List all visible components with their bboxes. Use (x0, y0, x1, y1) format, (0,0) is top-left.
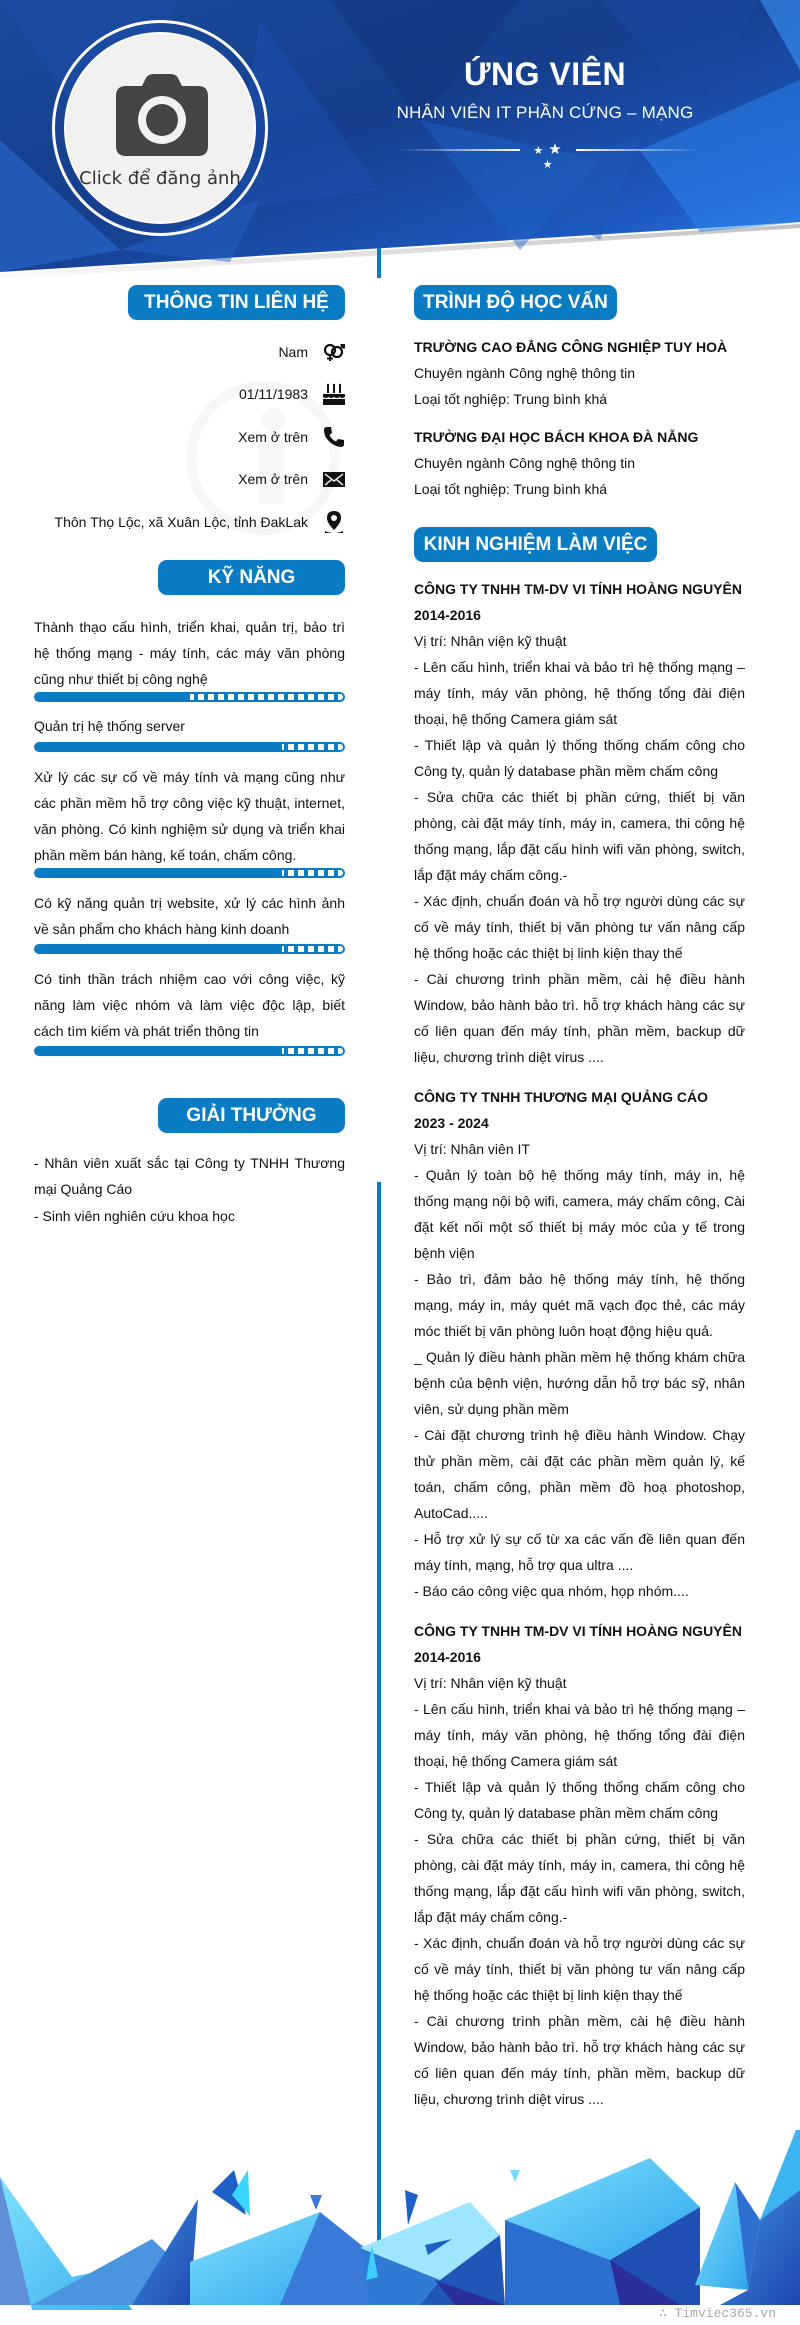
skill-level-fill (36, 946, 282, 952)
work-duty: - Cài chương trình phần mềm, cài hệ điều hành Window, bảo hành bảo trì. hỗ trợ khách hàng các sự cố liên quan đến máy tính, phần mềm, backup dữ liệu, chương trình diệt virus .... (414, 2013, 745, 2107)
star-divider (398, 141, 698, 171)
skill-level-fill (36, 870, 282, 876)
company-name: CÔNG TY TNHH THƯƠNG MẠI QUẢNG CÁO (414, 1089, 708, 1105)
experience-heading: KINH NGHIỆM LÀM VIỆC (414, 527, 657, 562)
divider-line-right (576, 149, 698, 151)
skill-text: Thành thạo cấu hình, triển khai, quản trị, bảo trì hệ thống mạng - máy tính, các máy văn phòng cũng như thiết bị công nghệ (34, 619, 345, 687)
camera-icon (116, 74, 208, 156)
upload-photo-button[interactable] (64, 32, 256, 224)
school-grade: Loại tốt nghiệp: Trung bình khá (414, 391, 608, 407)
contact-heading: THÔNG TIN LIÊN HỆ (128, 285, 345, 320)
school-major: Chuyên ngành Công nghệ thông tin (414, 365, 636, 381)
footer-credit: ∴ Timviec365.vn (658, 2306, 776, 2321)
work-duty: - Thiết lập và quản lý thống thống chấm công cho Công ty, quản lý database phần mềm chấm công (414, 737, 745, 779)
company-name: CÔNG TY TNHH TM-DV VI TÍNH HOÀNG NGUYÊN (414, 581, 742, 597)
footer-polygon-decoration (0, 2130, 800, 2310)
school-name: TRƯỜNG CAO ĐẲNG CÔNG NGHIỆP TUY HOÀ (414, 339, 728, 355)
skill-text: Xử lý các sự cố về máy tính và mạng cũng như các phần mềm hỗ trợ công việc kỹ thuật, internet, văn phòng. Có kinh nghiệm sử dụng và triển khai phần mềm bán hàng, kế toán, chấm công. (34, 769, 345, 863)
work-duty: - Quản lý toàn bộ hệ thống máy tính, máy in, hệ thống mạng nội bộ wifi, camera, máy chấm công, Cài đặt kết nối một số thiết bị máy móc của y tế trong bệnh viện (414, 1167, 745, 1261)
skill-level-fill (36, 694, 190, 700)
education-heading: TRÌNH ĐỘ HỌC VẤN (414, 285, 617, 320)
work-duty: - Báo cáo công việc qua nhóm, họp nhóm.... (414, 1583, 689, 1599)
birthday-value: 01/11/1983 (238, 386, 308, 402)
location-pin-icon (322, 510, 346, 534)
skill-level-bar (34, 868, 345, 878)
work-duty: - Bảo trì, đảm bảo hệ thống máy tính, hệ thống mạng, máy in, máy quét mã vạch đọc thẻ, các máy móc thiết bị văn phòng luôn hoạt động hiệu quả. (414, 1271, 745, 1339)
education-item (414, 334, 745, 412)
skill-level-bar (34, 742, 345, 752)
work-duty: - Sửa chữa các thiết bị phần cứng, thiết bị văn phòng, cài đặt máy tính, máy in, camera, thi công hệ thống mạng, lắp đặt cấu hình wifi văn phòng, switch, lắp đặt máy chấm công.- (414, 1831, 745, 1925)
awards-heading: GIẢI THƯỞNG (158, 1098, 345, 1133)
work-position: Vị trí: Nhân viên IT (414, 1141, 530, 1157)
skill-text: Quản trị hệ thống server (34, 718, 185, 734)
candidate-name: ỨNG VIÊN (463, 56, 627, 92)
skill-level-fill (36, 744, 282, 750)
work-duty: - Lên cấu hình, triển khai và bảo trì hệ thống mạng – máy tính, máy văn phòng, hệ thống tổng đài điện thoại, hệ thống Camera giám sát (414, 1701, 745, 1769)
school-grade: Loại tốt nghiệp: Trung bình khá (414, 481, 608, 497)
work-duty: - Hỗ trợ xử lý sự cố từ xa các vấn đề liên quan đến máy tính, mạng, hỗ trợ qua ultra .... (414, 1531, 745, 1573)
experience-item (414, 576, 745, 1070)
divider-line-left (398, 149, 520, 151)
address-value: Thôn Thọ Lộc, xã Xuân Lộc, tỉnh ĐakLak (54, 514, 308, 530)
award-item: - Nhân viên xuất sắc tại Công ty TNHH Thương mại Quảng Cáo (34, 1155, 345, 1197)
cv-header (0, 0, 800, 280)
gender-icon (322, 340, 346, 364)
contact-email (238, 467, 308, 491)
photo-caption: Click để đăng ảnh (79, 168, 241, 189)
experience-item (414, 1084, 745, 1604)
contact-address (55, 510, 308, 534)
skill-text: Có tinh thần trách nhiệm cao với công việc, kỹ năng làm việc nhóm và làm việc độc lập, biết cách tìm kiếm và phát triển thông tin (34, 971, 345, 1039)
contact-birthday (239, 382, 308, 406)
work-period: 2014-2016 (414, 607, 481, 623)
center-divider-top (377, 248, 381, 278)
school-major: Chuyên ngành Công nghệ thông tin (414, 455, 636, 471)
birthday-cake-icon (322, 382, 346, 406)
work-position: Vị trí: Nhân viện kỹ thuật (414, 633, 567, 649)
school-name: TRƯỜNG ĐẠI HỌC BÁCH KHOA ĐÀ NẴNG (414, 429, 699, 445)
skills-heading: KỸ NĂNG (158, 560, 345, 595)
work-duty: - Lên cấu hình, triển khai và bảo trì hệ thống mạng – máy tính, máy văn phòng, hệ thống tổng đài điện thoại, hệ thống Camera giám sát (414, 659, 745, 727)
gender-value: Nam (278, 344, 308, 360)
work-duty: - Cài chương trình phần mềm, cài hệ điều hành Window, bảo hành bảo trì. hỗ trợ khách hàng các sự cố liên quan đến máy tính, phần mềm, backup dữ liệu, chương trình diệt virus .... (414, 971, 745, 1065)
skill-level-bar (34, 692, 345, 702)
job-title: NHÂN VIÊN IT PHẦN CỨNG – MẠNG (396, 103, 694, 122)
contact-gender (278, 340, 308, 364)
skill-level-bar (34, 944, 345, 954)
experience-item (414, 1618, 745, 2112)
skill-level-bar (34, 1046, 345, 1056)
work-period: 2014-2016 (414, 1649, 481, 1665)
phone-value: Xem ở trên (238, 429, 308, 445)
work-duty: _ Quản lý điều hành phần mềm hệ thống khám chữa bệnh của bệnh viện, hướng dẫn hỗ trợ bác sỹ, nhân viên, sử dụng phần mềm (414, 1349, 745, 1417)
center-divider (377, 1182, 381, 2255)
stars-icon: ★ ★ ★ (533, 141, 563, 171)
email-icon (322, 467, 346, 491)
work-position: Vị trí: Nhân viện kỹ thuật (414, 1675, 567, 1691)
email-value: Xem ở trên (238, 471, 308, 487)
education-item (414, 424, 745, 502)
candidate-title-block (395, 56, 695, 123)
work-duty: - Cài đặt chương trình hệ điều hành Window. Chạy thử phần mềm, cài đặt các phần mềm quản lý, kế toán, chấm công, phần mềm đồ hoạ photoshop, AutoCad..... (414, 1427, 745, 1521)
contact-phone (238, 425, 308, 449)
work-duty: - Xác định, chuẩn đoán và hỗ trợ người dùng các sự cố về máy tính, thiết bị văn phòng tư vấn nâng cấp hệ thống hoặc các thiệt bị linh kiện thay thế (414, 1935, 745, 2003)
work-period: 2023 - 2024 (414, 1115, 489, 1131)
work-duty: - Xác định, chuẩn đoán và hỗ trợ người dùng các sự cố về máy tính, thiết bị văn phòng tư vấn nâng cấp hệ thống hoặc các thiệt bị linh kiện thay thế (414, 893, 745, 961)
skill-text: Có kỹ năng quản trị website, xử lý các hình ảnh về sản phẩm cho khách hàng kinh doanh (34, 895, 345, 937)
company-name: CÔNG TY TNHH TM-DV VI TÍNH HOÀNG NGUYÊN (414, 1623, 742, 1639)
work-duty: - Sửa chữa các thiết bị phần cứng, thiết bị văn phòng, cài đặt máy tính, máy in, camera, thi công hệ thống mạng, lắp đặt cấu hình wifi văn phòng, switch, lắp đặt máy chấm công.- (414, 789, 745, 883)
skill-level-fill (36, 1048, 282, 1054)
award-item: - Sinh viên nghiên cứu khoa học (34, 1208, 235, 1224)
work-duty: - Thiết lập và quản lý thống thống chấm công cho Công ty, quản lý database phần mềm chấm công (414, 1779, 745, 1821)
phone-icon (322, 425, 346, 449)
